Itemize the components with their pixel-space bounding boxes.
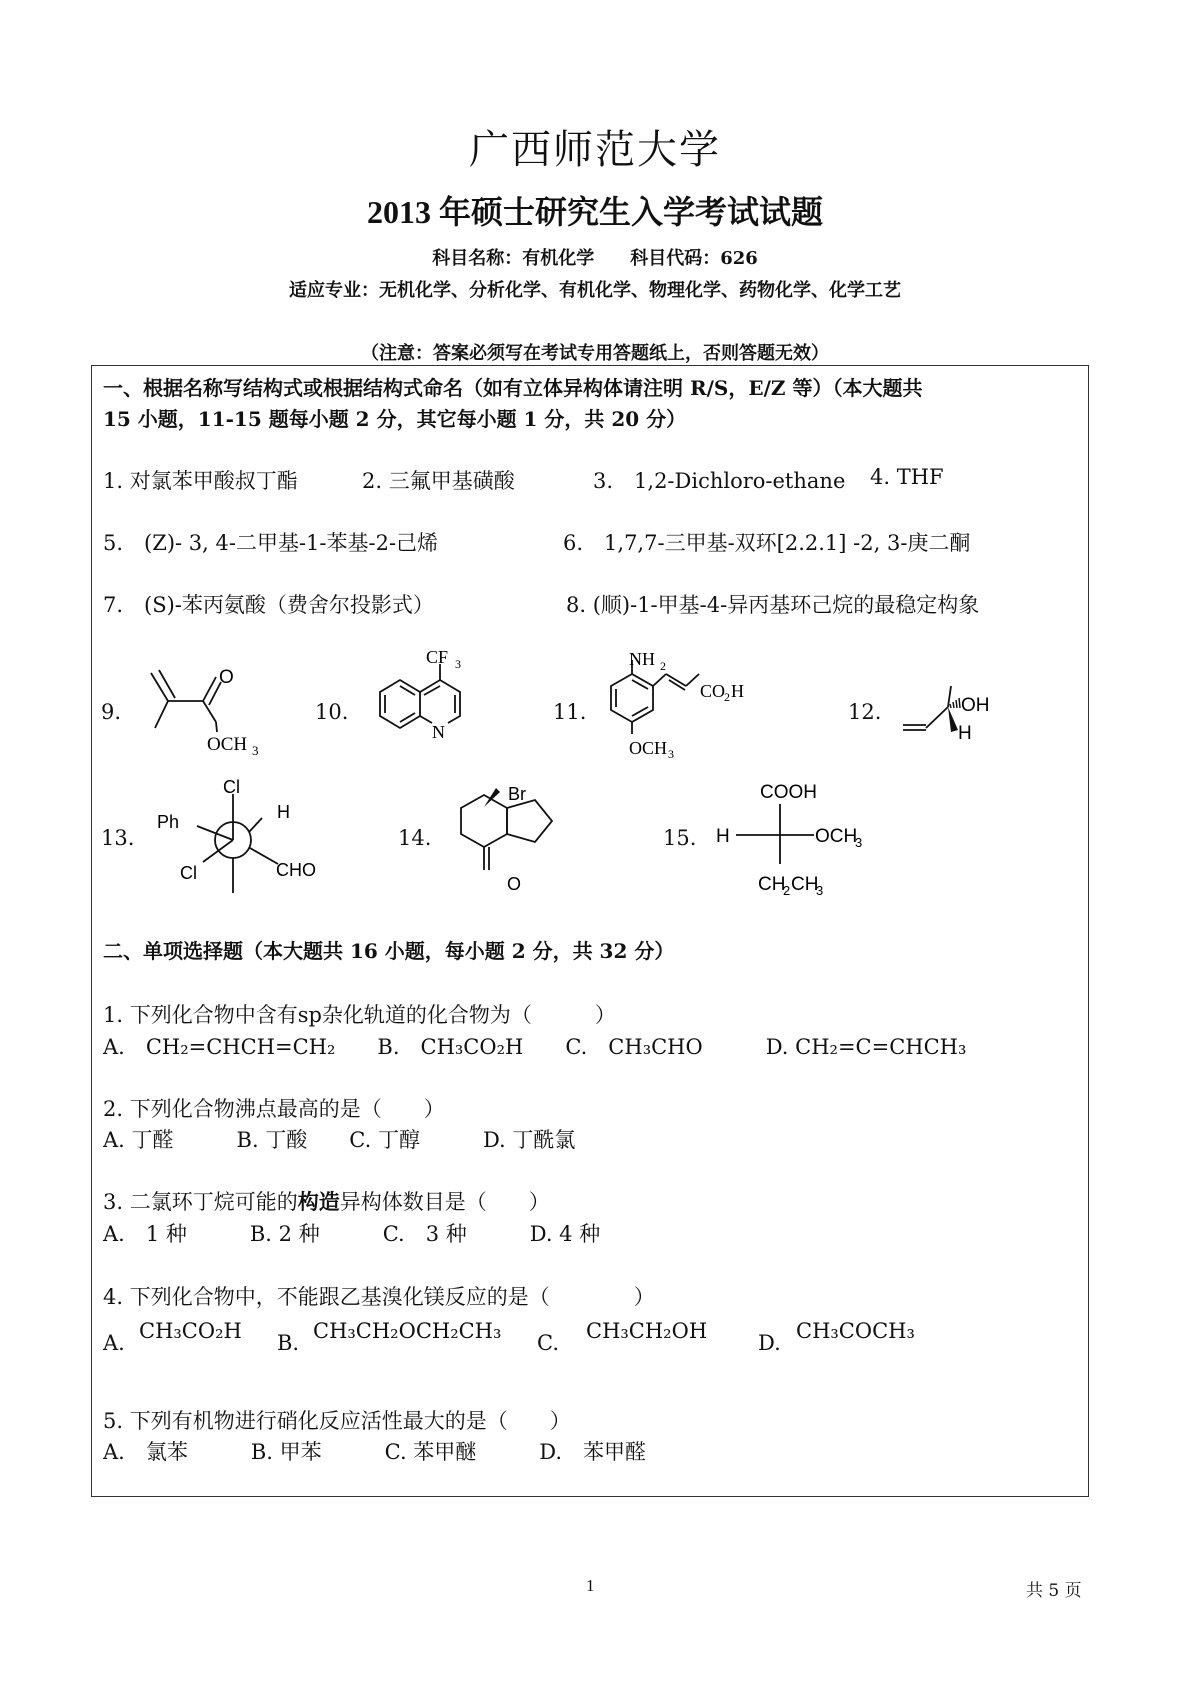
s2-q3-stem <box>103 1186 550 1216</box>
q9-carbonyl-o: O <box>219 667 234 688</box>
structure-q9 <box>135 660 275 760</box>
s2-q4-stem: 4. 下列化合物中，不能跟乙基溴化镁反应的是（ ） <box>103 1285 655 1309</box>
s1-q13-label: 13. <box>101 826 135 850</box>
q9-och3-sub: 3 <box>252 743 259 758</box>
s2-q2-stem: 2. 下列化合物沸点最高的是（ ） <box>103 1097 445 1121</box>
q9-och3: OCH <box>207 734 248 755</box>
s2-q3-stem-c: 异构体数目是（ ） <box>339 1190 550 1214</box>
s2-q3-options: A. 1 种 B. 2 种 C. 3 种 D. 4 种 <box>103 1222 601 1246</box>
q14-br: Br <box>508 784 526 804</box>
q11-co2h-b: H <box>731 681 744 701</box>
s1-q2: 2. 三氟甲基磺酸 <box>362 469 515 493</box>
q10-nitrogen: N <box>432 722 445 742</box>
structure-q11 <box>606 652 806 770</box>
q12-h: H <box>958 723 972 744</box>
q11-nh2-sub: 2 <box>660 659 666 673</box>
s1-q12-label: 12. <box>848 700 882 724</box>
s2-q5-stem: 5. 下列有机物进行硝化反应活性最大的是（ ） <box>103 1409 571 1433</box>
s2-q4-option-b-label: B. <box>277 1331 300 1355</box>
s1-q9-label: 9. <box>101 700 122 724</box>
s2-q4-option-d-label: D. <box>758 1331 781 1355</box>
q15-ch3: CH <box>791 874 819 895</box>
s1-q11-label: 11. <box>553 700 587 724</box>
section1-title-line2: 15 小题，11-15 题每小题 2 分，其它每小题 1 分，共 20 分） <box>103 407 687 431</box>
s2-q2-options: A. 丁醛 B. 丁酸 C. 丁醇 D. 丁酰氯 <box>103 1128 576 1152</box>
q15-och3: OCH <box>815 826 858 847</box>
q12-oh: OH <box>961 695 990 716</box>
q15-ch3-sub: 3 <box>816 883 824 898</box>
s2-q5-options: A. 氯苯 B. 甲苯 C. 苯甲醚 D. 苯甲醛 <box>103 1440 647 1464</box>
s1-q8: 8. (顺)-1-甲基-4-异丙基环己烷的最稳定构象 <box>566 593 980 617</box>
q15-cooh: COOH <box>760 782 817 803</box>
majors-line: 适应专业：无机化学、分析化学、有机化学、物理化学、药物化学、化学工艺 <box>289 280 901 301</box>
q13-ph: Ph <box>157 812 180 832</box>
notice: （注意：答案必须写在考试专用答题纸上，否则答题无效） <box>361 343 829 364</box>
s1-q4: 4. THF <box>870 465 944 489</box>
q13-cho: CHO <box>276 860 316 880</box>
structure-q15 <box>714 778 894 898</box>
q11-co2h-sub: 2 <box>724 690 730 704</box>
structure-q12 <box>898 680 1018 750</box>
q10-cf3-sub: 3 <box>455 657 461 671</box>
q13-h: H <box>277 802 290 822</box>
s2-q1-options: A. CH₂=CHCH=CH₂ B. CH₃CO₂H C. CH₃CHO D. CH₂=C=CHCH₃ <box>103 1035 967 1059</box>
q13-cl-bottom: Cl <box>180 863 197 883</box>
q11-och3-sub: 3 <box>668 747 674 761</box>
s2-q4-option-d: CH₃COCH₃ <box>796 1319 915 1343</box>
page-number: 1 <box>586 1576 595 1595</box>
subject-line: 科目名称：有机化学 科目代码：626 <box>432 248 758 269</box>
structure-q13 <box>155 778 335 898</box>
university-name: 广西师范大学 <box>469 127 721 172</box>
s1-q14-label: 14. <box>398 826 432 850</box>
s1-q3: 3. 1,2-Dichloro-ethane <box>593 469 846 493</box>
s1-q5: 5. (Z)- 3, 4-二甲基-1-苯基-2-己烯 <box>103 531 439 555</box>
s2-q3-stem-emph: 构造 <box>297 1189 340 1214</box>
s1-q6: 6. 1,7,7-三甲基-双环[2.2.1] -2, 3-庚二酮 <box>563 531 971 555</box>
q11-nh2: NH <box>629 652 655 669</box>
q11-co2h-a: CO <box>700 681 726 701</box>
section2-title: 二、单项选择题（本大题共 16 小题，每小题 2 分，共 32 分） <box>103 939 675 963</box>
page-total: 共 5 页 <box>1026 1581 1082 1601</box>
structure-q10 <box>370 650 510 768</box>
s1-q1: 1. 对氯苯甲酸叔丁酯 <box>103 469 298 493</box>
s1-q7: 7. (S)-苯丙氨酸（费舍尔投影式） <box>103 593 434 617</box>
q13-cl-top: Cl <box>223 778 240 797</box>
q15-ch2-sub: 2 <box>783 883 791 898</box>
q15-h: H <box>716 826 730 847</box>
structure-q14 <box>452 778 612 900</box>
s1-q15-label: 15. <box>663 826 697 850</box>
s2-q4-option-a: CH₃CO₂H <box>139 1319 242 1343</box>
s2-q1-stem: 1. 下列化合物中含有sp杂化轨道的化合物为（ ） <box>103 1003 616 1027</box>
q11-och3: OCH <box>629 738 668 758</box>
s1-q10-label: 10. <box>315 700 349 724</box>
s2-q4-option-a-label: A. <box>103 1331 125 1355</box>
q14-o: O <box>507 874 522 894</box>
s2-q4-option-c-label: C. <box>537 1331 559 1355</box>
q15-ch2: CH <box>758 874 786 895</box>
s2-q4-option-b: CH₃CH₂OCH₂CH₃ <box>313 1319 502 1343</box>
section1-title-line1: 一、根据名称写结构式或根据结构式命名（如有立体异构体请注明 R/S，E/Z 等）（本大题共 <box>103 376 923 400</box>
s2-q4-option-c: CH₃CH₂OH <box>586 1319 708 1343</box>
exam-title: 2013 年硕士研究生入学考试试题 <box>366 194 823 230</box>
s2-q3-stem-a: 3. 二氯环丁烷可能的 <box>103 1190 298 1214</box>
q10-cf3: CF <box>426 650 449 667</box>
q15-och3-sub: 3 <box>855 835 863 850</box>
